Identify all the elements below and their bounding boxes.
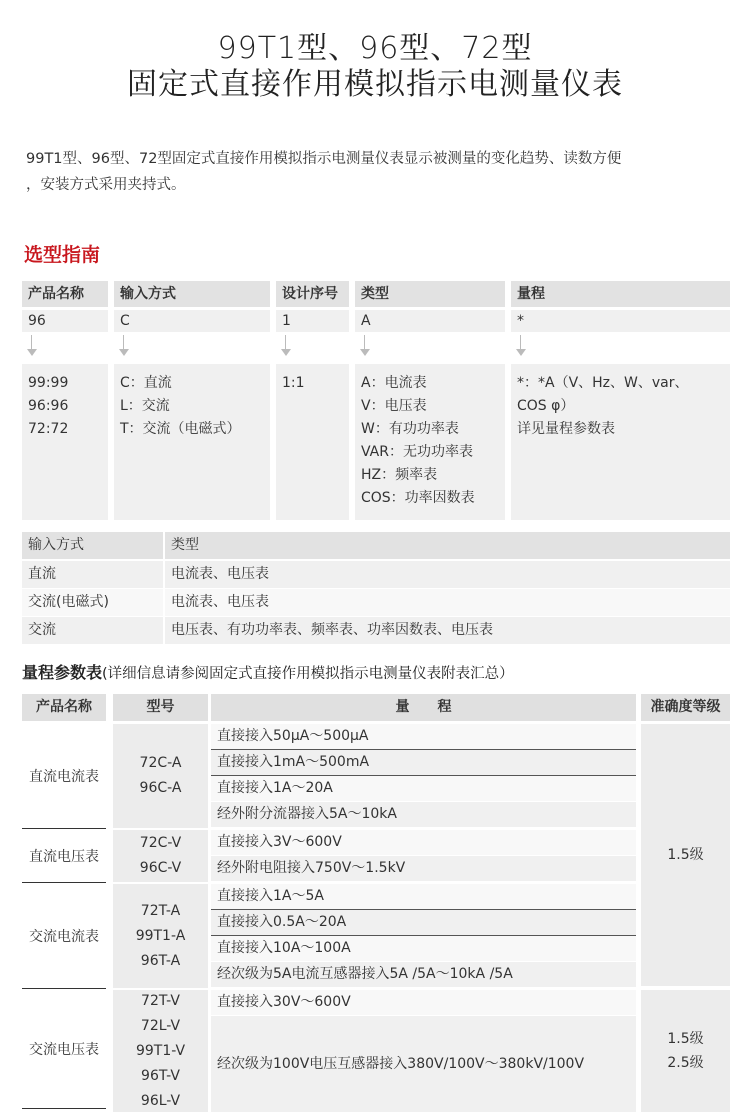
detail-item: 1:1 xyxy=(282,375,305,391)
row-divider xyxy=(22,828,106,829)
page-title-line2: 固定式直接作用模拟指示电测量仪表 xyxy=(127,67,623,102)
model-code: 72C-A xyxy=(139,755,182,771)
sel-value-input: C xyxy=(114,310,270,332)
sel-value-design: 1 xyxy=(276,310,349,332)
input-table-cell: 交流(电磁式) xyxy=(22,589,163,616)
range-item: 直接接入30V～600V xyxy=(211,990,636,1015)
model-code: 96C-A xyxy=(139,780,182,796)
detail-item: 99:99 xyxy=(28,375,69,391)
product-ac-voltmeter: 交流电压表 xyxy=(29,1042,99,1058)
down-arrow-icon xyxy=(118,335,130,359)
down-arrow-icon xyxy=(280,335,292,359)
sel-value-product: 96 xyxy=(22,310,108,332)
range-item: 直接接入50μA～500μA xyxy=(211,724,636,749)
sel-header-design: 设计序号 xyxy=(276,281,349,307)
range-item: 直接接入1mA～500mA xyxy=(211,750,636,775)
input-table-header-type: 类型 xyxy=(165,532,730,559)
range-item: 直接接入10A～100A xyxy=(211,936,636,961)
range-item: 经次级为100V电压互感器接入380V/100V～380kV/100V xyxy=(211,1016,636,1112)
detail-item: 72:72 xyxy=(28,421,69,437)
range-table-title-bold: 量程参数表 xyxy=(22,663,103,682)
detail-item: L：交流 xyxy=(120,398,170,414)
range-item: 直接接入1A～5A xyxy=(211,884,636,909)
accuracy-value: 1.5级 xyxy=(667,847,704,863)
input-table-cell: 电流表、电压表 xyxy=(165,561,730,588)
accuracy-class-1 xyxy=(641,724,730,986)
range-item: 直接接入0.5A～20A xyxy=(211,910,636,935)
input-table-cell: 电流表、电压表 xyxy=(165,589,730,616)
detail-item: 96:96 xyxy=(28,398,69,414)
intro-paragraph xyxy=(26,146,726,198)
detail-item: 详见量程参数表 xyxy=(517,421,615,437)
model-dc-ammeter xyxy=(113,724,208,828)
accuracy-value: 2.5级 xyxy=(667,1055,704,1071)
row-divider xyxy=(22,988,106,989)
detail-item: COS：功率因数表 xyxy=(361,490,475,506)
model-code: 72C-V xyxy=(139,835,182,851)
product-ac-ammeter: 交流电流表 xyxy=(29,929,99,945)
row-divider xyxy=(22,882,106,883)
range-item: 直接接入1A～20A xyxy=(211,776,636,801)
input-table-cell: 电压表、有功功率表、频率表、功率因数表、电压表 xyxy=(165,617,730,644)
model-code: 99T1-V xyxy=(135,1042,186,1059)
selection-guide-title: 选型指南 xyxy=(24,244,101,266)
sel-header-input: 输入方式 xyxy=(114,281,270,307)
model-code: 96L-V xyxy=(140,1092,181,1109)
detail-item: HZ：频率表 xyxy=(361,467,438,483)
sel-detail-input xyxy=(114,364,270,520)
detail-item: *：*A（V、Hz、W、var、 xyxy=(517,375,689,391)
sel-value-type: A xyxy=(355,310,505,332)
intro-line-1: 99T1型、96型、72型固定式直接作用模拟指示电测量仪表显示被测量的变化趋势、读数方便 xyxy=(26,151,622,167)
detail-item: V：电压表 xyxy=(361,398,427,414)
input-table-cell: 直流 xyxy=(22,561,163,588)
range-item: 经外附分流器接入5A～10kA xyxy=(211,802,636,827)
detail-item: VAR：无功功率表 xyxy=(361,444,473,460)
model-code: 96C-V xyxy=(139,860,182,876)
range-item: 经外附电阻接入750V～1.5kV xyxy=(211,856,636,881)
row-divider xyxy=(22,1108,106,1109)
model-code: 72T-A xyxy=(140,902,181,919)
model-code: 96T-A xyxy=(140,952,181,969)
page-title-line1: 99T1型、96型、72型 xyxy=(217,31,533,66)
model-code: 72L-V xyxy=(140,1017,181,1034)
detail-item: T：交流（电磁式） xyxy=(120,421,241,437)
detail-item: C：直流 xyxy=(120,375,172,391)
detail-item: W：有功功率表 xyxy=(361,421,459,437)
range-table-title xyxy=(22,660,514,683)
sel-detail-type xyxy=(355,364,505,520)
sel-header-type: 类型 xyxy=(355,281,505,307)
accuracy-class-2 xyxy=(641,990,730,1112)
input-table-cell: 交流 xyxy=(22,617,163,644)
sel-detail-design xyxy=(276,364,349,520)
sel-detail-product xyxy=(22,364,108,520)
model-dc-voltmeter xyxy=(113,830,208,882)
sel-detail-range xyxy=(511,364,730,520)
range-header-model: 型号 xyxy=(113,694,208,721)
model-code: 72T-V xyxy=(141,992,180,1009)
intro-line-2: ，安装方式采用夹持式。 xyxy=(26,177,186,193)
range-header-range: 量 程 xyxy=(211,694,636,721)
down-arrow-icon xyxy=(359,335,371,359)
range-header-accuracy: 准确度等级 xyxy=(641,694,730,721)
input-table-header-input: 输入方式 xyxy=(22,532,163,559)
range-header-product: 产品名称 xyxy=(22,694,106,721)
model-ac-ammeter xyxy=(113,884,208,988)
model-ac-voltmeter xyxy=(113,990,208,1112)
product-dc-voltmeter: 直流电压表 xyxy=(29,849,99,865)
down-arrow-icon xyxy=(26,335,38,359)
sel-value-range: * xyxy=(511,310,730,332)
sel-header-range: 量程 xyxy=(511,281,730,307)
detail-item: COS φ） xyxy=(517,398,575,414)
model-code: 99T1-A xyxy=(135,927,186,944)
range-item: 直接接入3V～600V xyxy=(211,830,636,855)
model-code: 96T-V xyxy=(141,1067,180,1084)
down-arrow-icon xyxy=(515,335,527,359)
range-table-title-note: (详细信息请参阅固定式直接作用模拟指示电测量仪表附表汇总） xyxy=(102,666,514,682)
product-dc-ammeter: 直流电流表 xyxy=(29,769,99,785)
range-item: 经次级为5A电流互感器接入5A /5A～10kA /5A xyxy=(211,962,636,987)
accuracy-value: 1.5级 xyxy=(667,1031,704,1047)
sel-header-product: 产品名称 xyxy=(22,281,108,307)
detail-item: A：电流表 xyxy=(361,375,427,391)
